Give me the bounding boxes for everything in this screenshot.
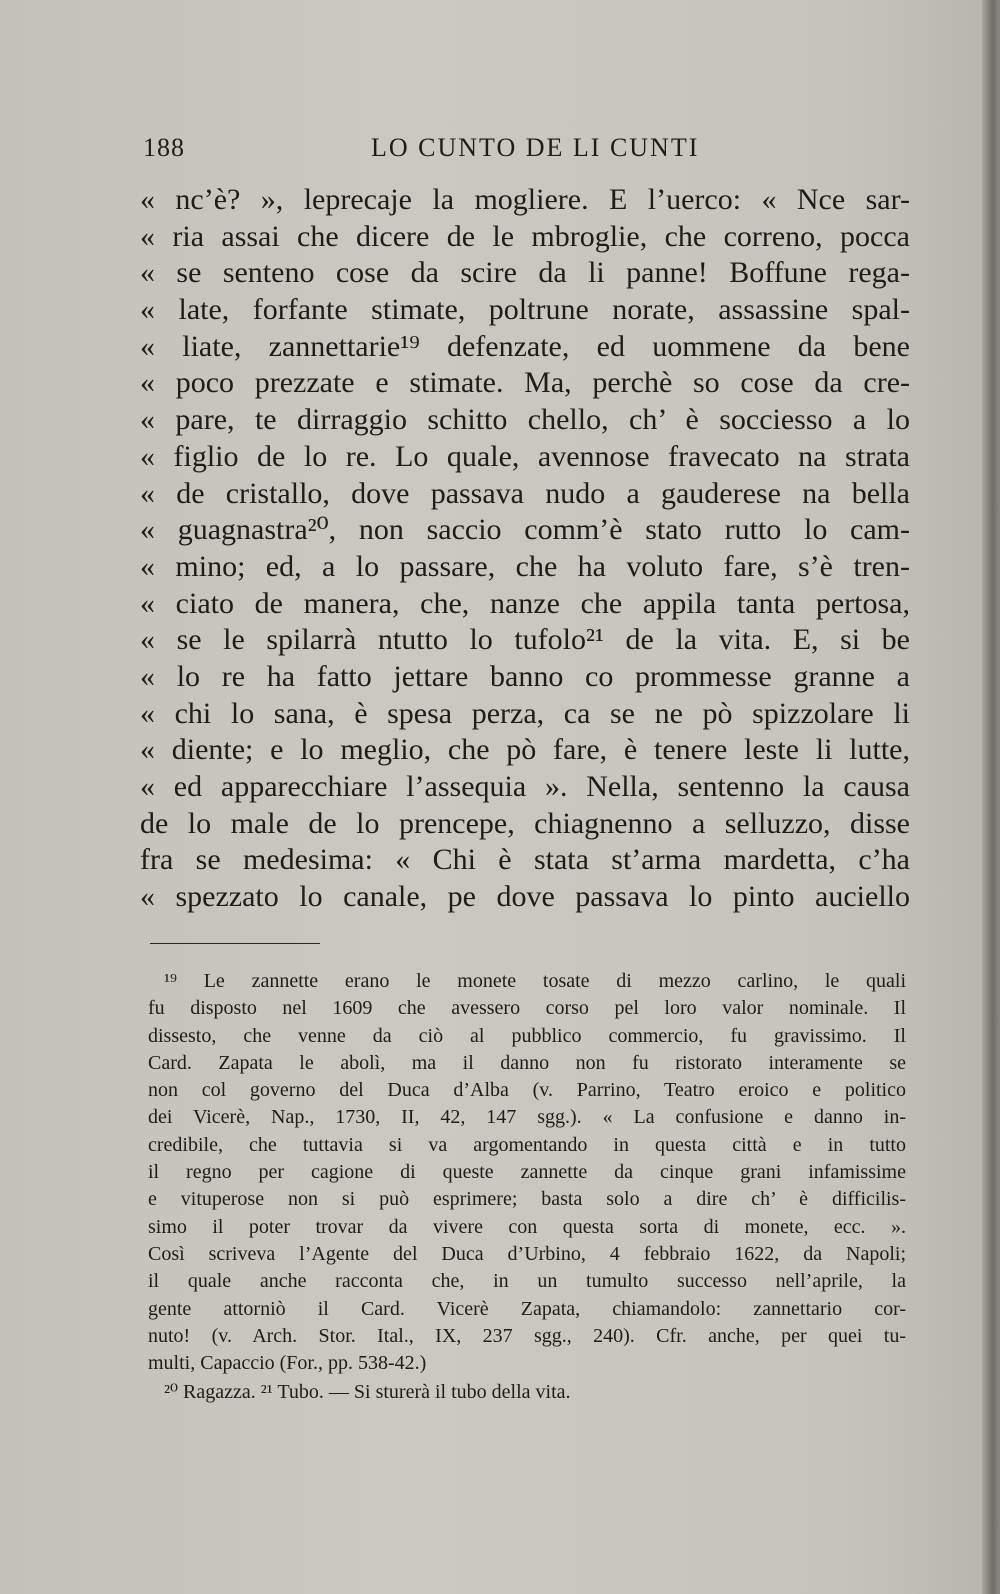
footnote-line: simo il poter trovar da vivere con questa sorta di monete, ecc. ». — [148, 1215, 906, 1238]
footnote-line: gente attorniò il Card. Vicerè Zapata, chiamandolo: zannettario cor- — [148, 1297, 906, 1320]
footnote-line: dei Vicerè, Nap., 1730, II, 42, 147 sgg.). « La confusione e danno in- — [148, 1106, 906, 1129]
text-line: « liate, zannettarie¹⁹ defenzate, ed uommene da bene — [140, 329, 910, 363]
footnote-line: multi, Capaccio (For., pp. 538-42.) — [148, 1352, 427, 1375]
text-line: « ciato de manera, che, nanze che appila tanta pertosa, — [140, 586, 910, 620]
text-line: « spezzato lo canale, pe dove passava lo pinto auciello — [140, 880, 910, 914]
text-line: « guagnastra²⁰, non saccio comm’è stato rutto lo cam- — [140, 513, 910, 547]
text-line: « nc’è? », leprecaje la mogliere. E l’uerco: « Nce sar- — [140, 183, 910, 216]
footnote-line: credibile, che tuttavia si va argomentando in questa città e in tutto — [148, 1133, 906, 1156]
footnote-line: Card. Zapata le abolì, ma il danno non fu ristorato interamente se — [148, 1051, 906, 1074]
text-line: « ria assai che dicere de le mbroglie, che correno, pocca — [140, 219, 910, 253]
footnote-line: dissesto, che venne da ciò al pubblico commercio, fu gravissimo. Il — [148, 1024, 906, 1047]
text-line: « diente; e lo meglio, che pò fare, è tenere leste li lutte, — [140, 733, 910, 767]
body-text — [140, 182, 910, 916]
footnote-line: ²⁰ Ragazza. ²¹ Tubo. — Si sturerà il tubo della vita. — [164, 1381, 571, 1404]
footnote-line: e vituperose non si può esprimere; basta solo a dire ch’ è difficilis- — [148, 1188, 906, 1211]
footnote-line: il regno per cagione di queste zannette da cinque grani infamissime — [148, 1161, 906, 1184]
text-line: de lo male de lo prencepe, chiagnenno a selluzzo, disse — [140, 806, 910, 840]
running-head — [143, 133, 903, 173]
text-line: « lo re ha fatto jettare banno co prommesse granne a — [140, 659, 910, 693]
text-line: « de cristallo, dove passava nudo a gauderese na bella — [140, 476, 910, 510]
text-line: fra se medesima: « Chi è stata st’arma mardetta, c’ha — [140, 843, 910, 877]
footnote-line: non col governo del Duca d’Alba (v. Parrino, Teatro eroico e politico — [148, 1079, 906, 1102]
text-line: « chi lo sana, è spesa perza, ca se ne pò spizzolare li — [140, 696, 910, 730]
footnote-line: fu disposto nel 1609 che avessero corso pel loro valor nominale. Il — [148, 997, 906, 1020]
page-gutter — [982, 0, 1000, 1594]
text-line: « se senteno cose da scire da li panne! Boffune rega- — [140, 256, 910, 290]
footnote-line: nuto! (v. Arch. Stor. Ital., IX, 237 sgg., 240). Cfr. anche, per quei tu- — [148, 1324, 906, 1347]
running-title: LO CUNTO DE LI CUNTI — [371, 133, 700, 162]
footnote-line: ¹⁹ Le zannette erano le monete tosate di mezzo carlino, le quali — [164, 970, 906, 992]
text-line: « poco prezzate e stimate. Ma, perchè so cose da cre- — [140, 366, 910, 400]
page-number: 188 — [143, 133, 185, 162]
footnote-rule — [150, 943, 320, 944]
text-line: « figlio de lo re. Lo quale, avennose fravecato na strata — [140, 439, 910, 473]
footnotes — [148, 968, 906, 1407]
text-line: « late, forfante stimate, poltrune norate, assassine spal- — [140, 293, 910, 327]
footnote-line: il quale anche racconta che, in un tumulto successo nell’aprile, la — [148, 1270, 906, 1293]
text-line: « mino; ed, a lo passare, che ha voluto fare, s’è tren- — [140, 549, 910, 583]
footnote-line: Così scriveva l’Agente del Duca d’Urbino, 4 febbraio 1622, da Napoli; — [148, 1242, 906, 1265]
text-line: « ed apparecchiare l’assequia ». Nella, sentenno la causa — [140, 770, 910, 803]
text-line: « se le spilarrà ntutto lo tufolo²¹ de la vita. E, si be — [140, 623, 910, 657]
text-line: « pare, te dirraggio schitto chello, ch’ è socciesso a lo — [140, 403, 910, 437]
